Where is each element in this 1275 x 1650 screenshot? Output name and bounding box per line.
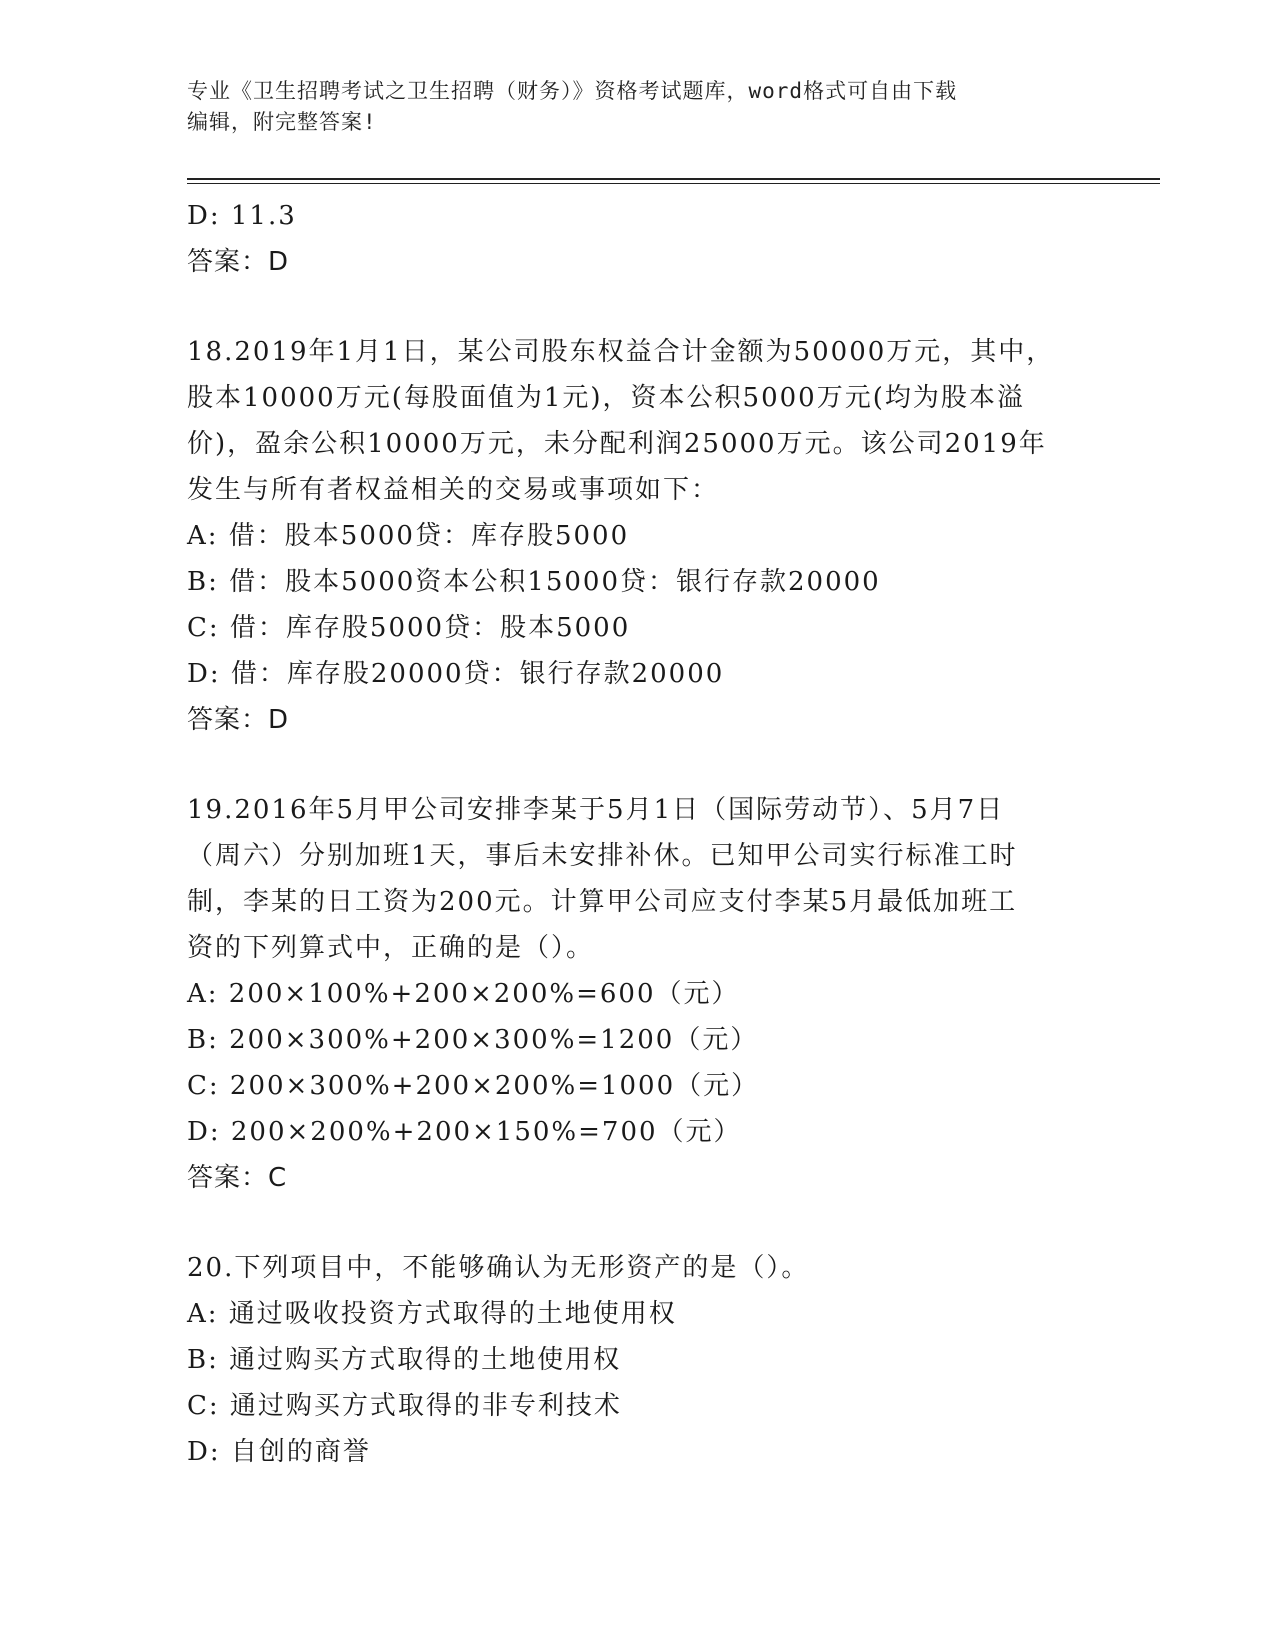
question-text-line: 资的下列算式中，正确的是（）。 (187, 933, 595, 963)
question-19 (187, 787, 1087, 1201)
question-18 (187, 329, 1087, 743)
header-line-1: 专业《卫生招聘考试之卫生招聘（财务）》资格考试题库，word格式可自由下载 (187, 79, 958, 103)
question-text-line: （周六）分别加班1天，事后未安排补休。已知甲公司实行标准工时 (187, 841, 1018, 871)
option-b: B: 通过购买方式取得的土地使用权 (187, 1345, 622, 1375)
option-b: B: 200×300%+200×300%=1200（元） (187, 1025, 759, 1055)
document-header (187, 76, 1087, 138)
document-body (187, 193, 1087, 1475)
option-c: C: 200×300%+200×200%=1000（元） (187, 1071, 760, 1101)
option-a: A: 借：股本5000贷：库存股5000 (187, 521, 630, 551)
option-d: D: 借：库存股20000贷：银行存款20000 (187, 659, 725, 689)
option-d: D: 自创的商誉 (187, 1437, 371, 1467)
question-text-line: 19.2016年5月甲公司安排李某于5月1日（国际劳动节）、5月7日 (187, 795, 1005, 825)
question-text-line: 20.下列项目中，不能够确认为无形资产的是（）。 (187, 1253, 810, 1283)
answer: 答案：C (187, 1163, 288, 1193)
option-a: A: 通过吸收投资方式取得的土地使用权 (187, 1299, 677, 1329)
option-d: D: 200×200%+200×150%=700（元） (187, 1117, 742, 1147)
header-rule-thick (187, 178, 1160, 180)
question-20 (187, 1245, 1087, 1475)
header-line-2: 编辑，附完整答案! (187, 110, 377, 134)
previous-question-tail (187, 193, 1087, 285)
answer: 答案：D (187, 247, 290, 277)
option-a: A: 200×100%+200×200%=600（元） (187, 979, 740, 1009)
option-c: C: 通过购买方式取得的非专利技术 (187, 1391, 622, 1421)
question-text-line: 股本10000万元(每股面值为1元)，资本公积5000万元(均为股本溢 (187, 383, 1025, 413)
question-text-line: 发生与所有者权益相关的交易或事项如下： (187, 475, 720, 505)
question-text-line: 价)，盈余公积10000万元，未分配利润25000万元。该公司2019年 (187, 429, 1047, 459)
question-text-line: 18.2019年1月1日，某公司股东权益合计金额为50000万元，其中， (187, 337, 1055, 367)
answer: 答案：D (187, 705, 290, 735)
option-b: B: 借：股本5000资本公积15000贷：银行存款20000 (187, 567, 881, 597)
option-d: D: 11.3 (187, 201, 297, 231)
option-c: C: 借：库存股5000贷：股本5000 (187, 613, 631, 643)
header-rule-thin (187, 183, 1160, 184)
question-text-line: 制，李某的日工资为200元。计算甲公司应支付李某5月最低加班工 (187, 887, 1018, 917)
